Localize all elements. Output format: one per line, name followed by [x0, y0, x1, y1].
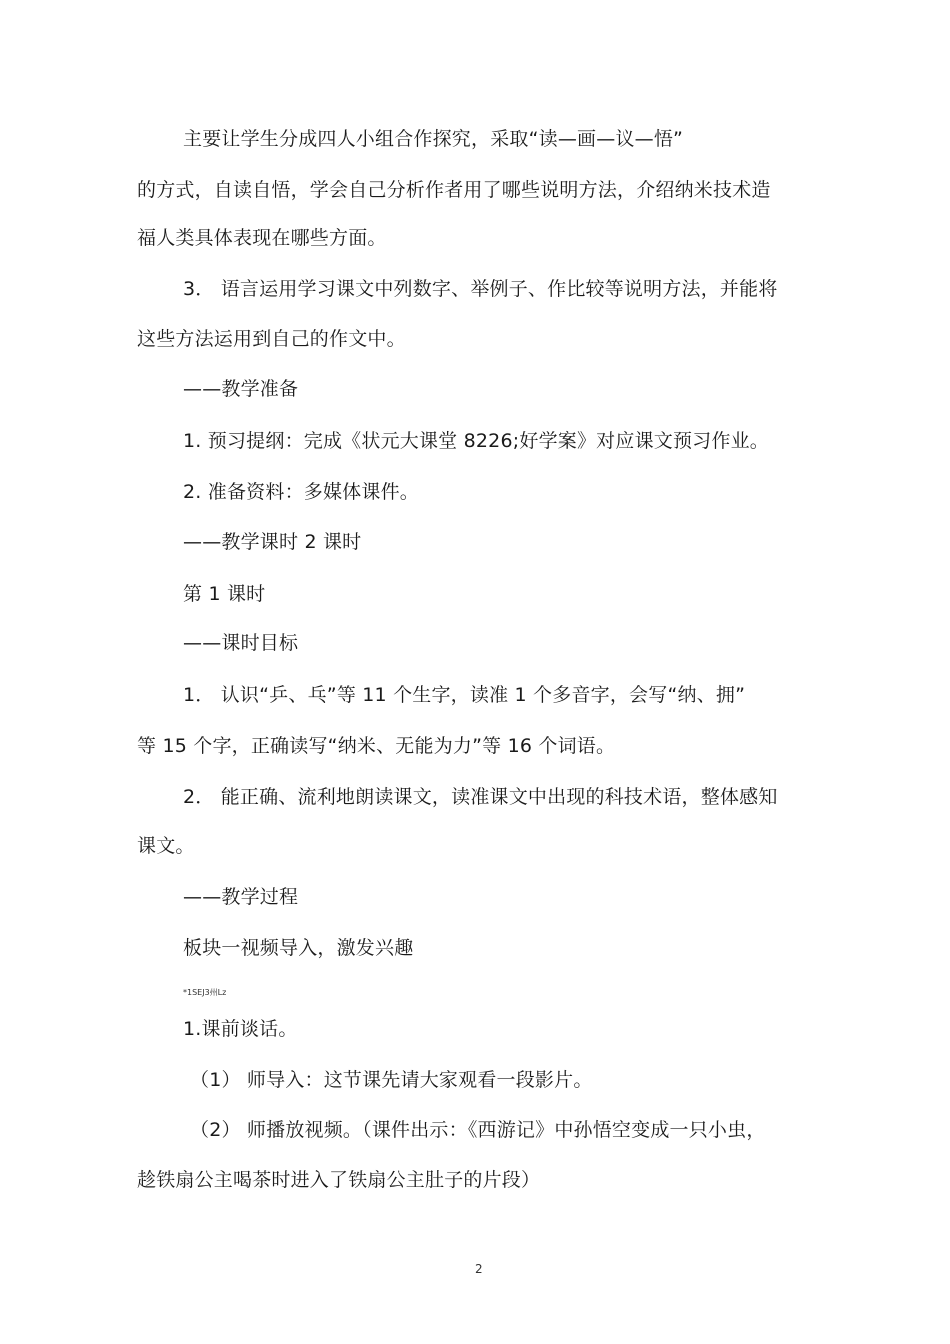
- section-heading-teaching-prep: ——教学准备: [183, 378, 299, 400]
- text-line-20: （2） 师播放视频。（课件出示：《西游记》中孙悟空变成一只小虫，: [190, 1119, 766, 1141]
- text-line-15: 课文。: [137, 835, 195, 857]
- page-number: 2: [475, 1262, 483, 1276]
- text-line-1: 主要让学生分成四人小组合作探究，采取“读—画—议—悟”: [183, 128, 684, 150]
- section-heading-teaching-process: ——教学过程: [183, 886, 299, 908]
- text-line-8: 2. 准备资料：多媒体课件。: [183, 481, 419, 503]
- text-line-5: 这些方法运用到自己的作文中。: [137, 328, 406, 350]
- text-line-21: 趁铁扇公主喝茶时进入了铁扇公主肚子的片段）: [137, 1169, 541, 1191]
- scan-artifact-text: *1SEJ3州Lz: [183, 988, 227, 997]
- text-line-18: 1.课前谈话。: [183, 1018, 298, 1040]
- text-line-14: 2． 能正确、流利地朗读课文，读准课文中出现的科技术语，整体感知: [183, 786, 778, 808]
- text-line-2: 的方式，自读自悟，学会自己分析作者用了哪些说明方法，介绍纳米技术造: [137, 179, 771, 201]
- text-line-12: 1． 认识“乒、乓”等 11 个生字，读准 1 个多音字，会写“纳、拥”: [183, 684, 746, 706]
- text-line-7: 1. 预习提纲：完成《状元大课堂 8226;好学案》对应课文预习作业。: [183, 430, 769, 452]
- section-heading-lesson-hours: ——教学课时 2 课时: [183, 531, 362, 553]
- text-line-19: （1） 师导入：这节课先请大家观看一段影片。: [190, 1069, 593, 1091]
- text-line-13: 等 15 个字，正确读写“纳米、无能为力”等 16 个词语。: [137, 735, 616, 757]
- text-line-4: 3． 语言运用学习课文中列数字、举例子、作比较等说明方法，并能将: [183, 278, 778, 300]
- lesson-title: 第 1 课时: [183, 583, 266, 605]
- text-line-3: 福人类具体表现在哪些方面。: [137, 227, 387, 249]
- section-heading-lesson-goals: ——课时目标: [183, 632, 299, 654]
- block-title-video-intro: 板块一视频导入，激发兴趣: [183, 937, 414, 959]
